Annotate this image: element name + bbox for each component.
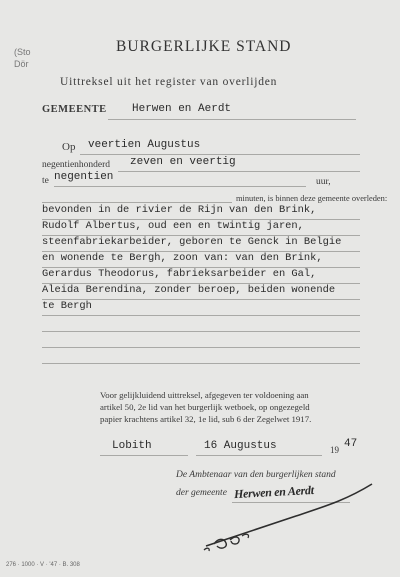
- signature-scribble: [196, 478, 380, 558]
- date-underline: [196, 455, 322, 456]
- year-value: zeven en veertig: [130, 156, 236, 168]
- year-underline: [118, 171, 360, 172]
- document-title: BURGERLIJKE STAND: [116, 38, 292, 55]
- record-line: Aleida Berendina, zonder beroep, beiden wonende: [42, 284, 336, 296]
- record-line: bevonden in de rivier de Rijn van den Brink,: [42, 204, 317, 216]
- gemeente-value: Herwen en Aerdt: [132, 103, 232, 115]
- footer-paragraph-line: Voor gelijkluidend uittreksel, afgegeven ter voldoening aan: [100, 390, 309, 400]
- gemeente-label: GEMEENTE: [42, 104, 107, 115]
- body-rule: [42, 315, 360, 316]
- op-value: veertien Augustus: [88, 139, 201, 151]
- op-underline: [80, 154, 360, 155]
- body-rule: [42, 347, 360, 348]
- place-value: Lobith: [112, 440, 152, 452]
- official-municipality-label: der gemeente: [176, 488, 227, 498]
- body-rule: [42, 363, 360, 364]
- te-value: negentien: [54, 171, 114, 183]
- record-line: en wonende te Bergh, zoon van: van den Brink,: [42, 252, 323, 264]
- year-prefix: 19: [330, 445, 339, 455]
- signature-municipality: Herwen en Aerdt: [233, 482, 315, 502]
- footer-paragraph-line: artikel 50, 2e lid van het burgerlijk wetboek, op ongezegeld: [100, 402, 310, 412]
- footer-paragraph-line: papier krachtens artikel 32, 1e lid, sub 6 der Zegelwet 1917.: [100, 414, 312, 424]
- record-line: Gerardus Theodorus, fabrieksarbeider en Gal,: [42, 268, 317, 280]
- record-line: steenfabriekarbeider, geboren te Genck in Belgie: [42, 236, 342, 248]
- minuten-text: minuten, is binnen deze gemeente overleden:: [236, 194, 388, 203]
- margin-stamp-line1: (Sto: [14, 47, 31, 57]
- minuten-underline: [42, 202, 232, 203]
- op-label: Op: [62, 141, 76, 153]
- place-underline: [100, 455, 188, 456]
- form-code: 276 · 1000 · V · '47 · B. 308: [6, 562, 80, 568]
- margin-stamp: [14, 46, 31, 70]
- official-title: De Ambtenaar van den burgerlijken stand: [176, 470, 336, 480]
- margin-stamp-line2: Dör: [14, 59, 29, 69]
- year-suffix: 47: [344, 438, 358, 450]
- gemeente-underline: [108, 119, 356, 120]
- record-line: Rudolf Albertus, oud een en twintig jaren,: [42, 220, 304, 232]
- te-label: te: [42, 176, 49, 186]
- body-rule: [42, 331, 360, 332]
- year-label: negentienhonderd: [42, 160, 111, 170]
- document-subtitle: Uittreksel uit het register van overlijden: [60, 76, 278, 88]
- uur-label: uur,: [316, 177, 331, 187]
- record-line: te Bergh: [42, 300, 92, 312]
- te-underline: [54, 186, 306, 187]
- date-day-month: 16 Augustus: [204, 440, 277, 452]
